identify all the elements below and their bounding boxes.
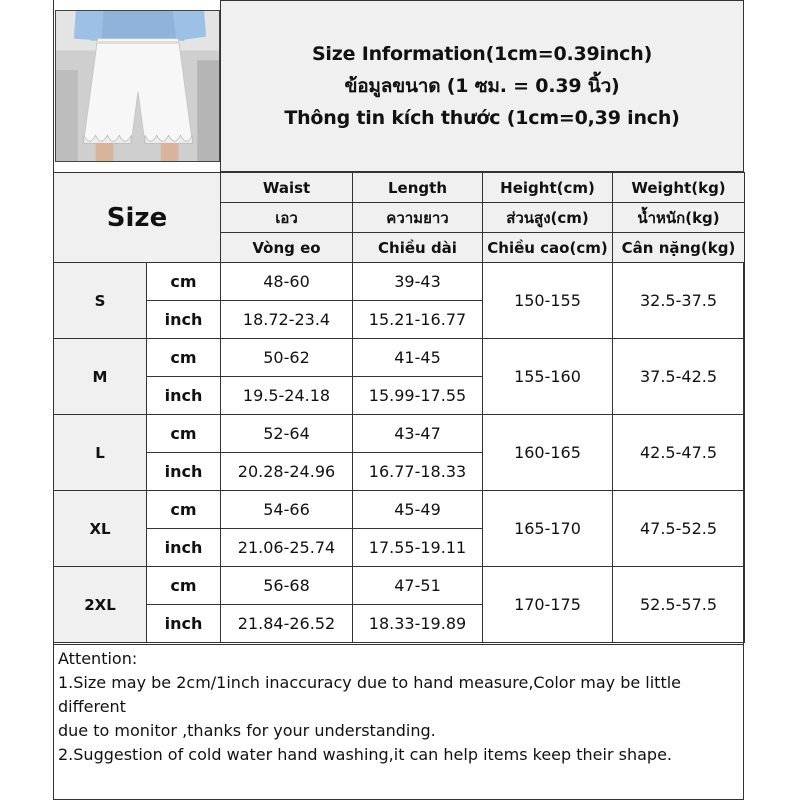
table-row <box>54 567 745 605</box>
height-value: 150-155 <box>483 263 613 339</box>
unit-label: inch <box>147 453 221 491</box>
col-weight-en: Weight(kg) <box>613 173 745 203</box>
length-value: 43-47 <box>353 415 483 453</box>
size-information-header <box>220 0 744 172</box>
size-info-vietnamese: Thông tin kích thước (1cm=0,39 inch) <box>284 107 680 129</box>
size-column-header: Size <box>54 173 221 263</box>
col-height-en: Height(cm) <box>483 173 613 203</box>
table-row <box>54 491 745 529</box>
unit-label: cm <box>147 491 221 529</box>
weight-value: 37.5-42.5 <box>613 339 745 415</box>
length-value: 15.99-17.55 <box>353 377 483 415</box>
length-value: 17.55-19.11 <box>353 529 483 567</box>
table-row <box>54 415 745 453</box>
waist-value: 21.06-25.74 <box>221 529 353 567</box>
length-value: 18.33-19.89 <box>353 605 483 643</box>
size-label: M <box>54 339 147 415</box>
col-waist-en: Waist <box>221 173 353 203</box>
attention-title: Attention: <box>58 649 138 668</box>
unit-label: cm <box>147 415 221 453</box>
waist-value: 18.72-23.4 <box>221 301 353 339</box>
size-info-thai: ข้อมูลขนาด (1 ซม. = 0.39 นิ้ว) <box>344 75 620 97</box>
weight-value: 47.5-52.5 <box>613 491 745 567</box>
waist-value: 20.28-24.96 <box>221 453 353 491</box>
height-value: 170-175 <box>483 567 613 643</box>
waist-value: 48-60 <box>221 263 353 301</box>
col-length-vi: Chiều dài <box>353 233 483 263</box>
col-height-th: ส่วนสูง(cm) <box>483 203 613 233</box>
size-chart-table <box>53 172 745 643</box>
height-value: 155-160 <box>483 339 613 415</box>
length-value: 47-51 <box>353 567 483 605</box>
length-value: 41-45 <box>353 339 483 377</box>
unit-label: cm <box>147 339 221 377</box>
col-weight-vi: Cân nặng(kg) <box>613 233 745 263</box>
size-label: 2XL <box>54 567 147 643</box>
col-height-vi: Chiều cao(cm) <box>483 233 613 263</box>
table-row <box>54 339 745 377</box>
length-value: 45-49 <box>353 491 483 529</box>
unit-label: inch <box>147 301 221 339</box>
size-label: L <box>54 415 147 491</box>
unit-label: cm <box>147 567 221 605</box>
length-value: 15.21-16.77 <box>353 301 483 339</box>
unit-label: inch <box>147 377 221 415</box>
col-length-th: ความยาว <box>353 203 483 233</box>
height-value: 165-170 <box>483 491 613 567</box>
weight-value: 52.5-57.5 <box>613 567 745 643</box>
waist-value: 50-62 <box>221 339 353 377</box>
attention-notes <box>53 644 744 800</box>
waist-value: 19.5-24.18 <box>221 377 353 415</box>
waist-value: 21.84-26.52 <box>221 605 353 643</box>
table-row <box>54 263 745 301</box>
weight-value: 42.5-47.5 <box>613 415 745 491</box>
size-label: S <box>54 263 147 339</box>
unit-label: inch <box>147 529 221 567</box>
height-value: 160-165 <box>483 415 613 491</box>
waist-value: 54-66 <box>221 491 353 529</box>
waist-value: 56-68 <box>221 567 353 605</box>
attention-line-3: 2.Suggestion of cold water hand washing,it can help items keep their shape. <box>58 745 672 764</box>
size-label: XL <box>54 491 147 567</box>
weight-value: 32.5-37.5 <box>613 263 745 339</box>
length-value: 16.77-18.33 <box>353 453 483 491</box>
unit-label: cm <box>147 263 221 301</box>
col-waist-vi: Vòng eo <box>221 233 353 263</box>
col-length-en: Length <box>353 173 483 203</box>
product-photo <box>55 10 220 162</box>
size-info-english: Size Information(1cm=0.39inch) <box>311 43 653 65</box>
col-waist-th: เอว <box>221 203 353 233</box>
waist-value: 52-64 <box>221 415 353 453</box>
col-weight-th: น้ำหนัก(kg) <box>613 203 745 233</box>
length-value: 39-43 <box>353 263 483 301</box>
unit-label: inch <box>147 605 221 643</box>
attention-line-1: 1.Size may be 2cm/1inch inaccuracy due to hand measure,Color may be little different <box>58 673 682 716</box>
attention-line-2: due to monitor ,thanks for your understanding. <box>58 721 436 740</box>
